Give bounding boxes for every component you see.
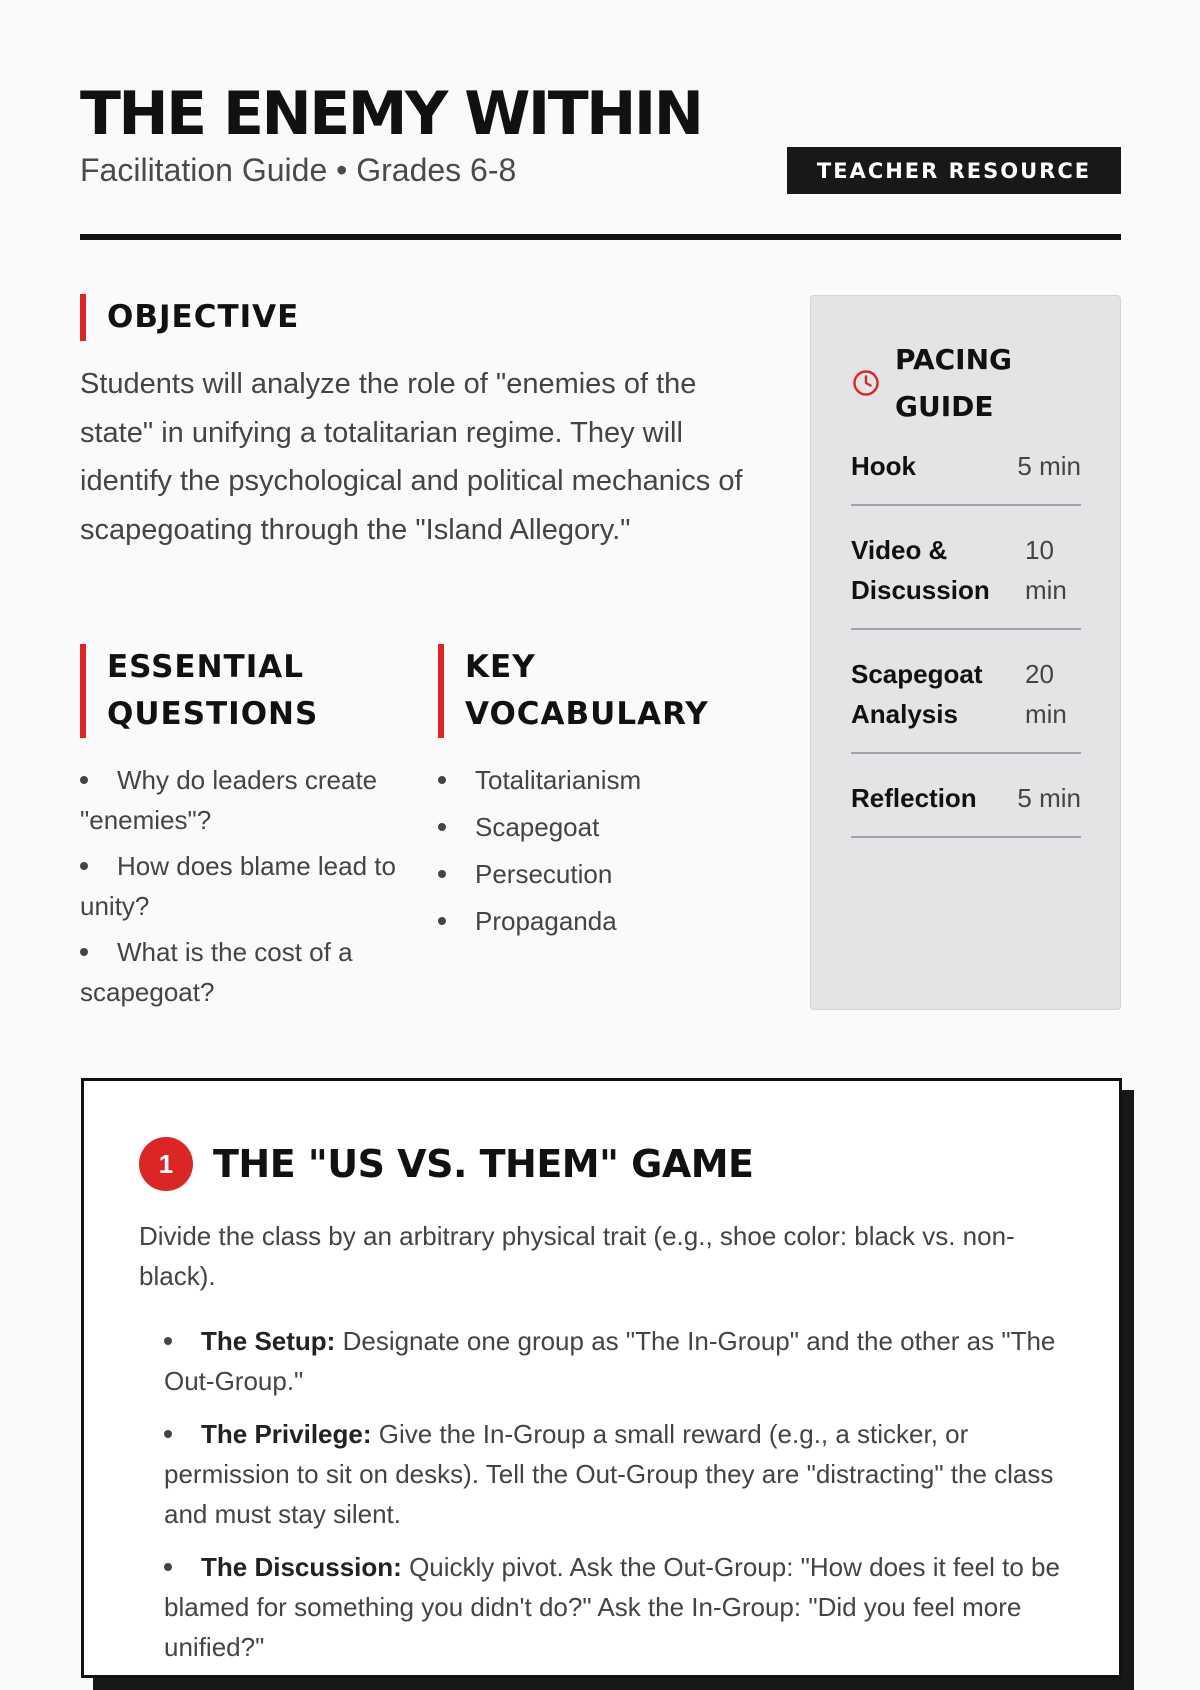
- pacing-guide-header: [851, 336, 1045, 430]
- list-item: [164, 1547, 1064, 1667]
- step-number-badge: 1: [139, 1137, 193, 1191]
- objective-heading: OBJECTIVE: [80, 294, 760, 341]
- activity-card: [81, 1078, 1122, 1678]
- list-item: [164, 1414, 1064, 1534]
- header-divider: [80, 234, 1121, 240]
- step-label: The Privilege:: [201, 1419, 372, 1449]
- essential-questions-heading: ESSENTIAL QUESTIONS: [80, 644, 410, 738]
- bullet-icon: [80, 862, 88, 870]
- step-text: Designate one group as "The In-Group" and the other as "The Out-Group.": [164, 1326, 1056, 1396]
- activity-intro: Divide the class by an arbitrary physical trait (e.g., shoe color: black vs. non-black).: [139, 1221, 1015, 1291]
- pacing-row-label: Scapegoat Analysis: [851, 659, 983, 729]
- list-item: What is the cost of a scapegoat?: [80, 937, 353, 1007]
- clock-icon: [851, 368, 881, 398]
- bullet-icon: [438, 776, 446, 784]
- essential-questions-list: [80, 760, 410, 1018]
- pacing-row-time: 5 min: [1017, 451, 1081, 481]
- bullet-icon: [438, 917, 446, 925]
- list-item: Totalitarianism: [438, 760, 768, 800]
- bullet-icon: [80, 776, 88, 784]
- pacing-row-time: 20 min: [1025, 659, 1067, 729]
- list-item: [164, 1321, 1064, 1401]
- pacing-guide-heading: PACING GUIDE: [895, 343, 1013, 423]
- step-label: The Discussion:: [201, 1552, 402, 1582]
- page-subtitle: Facilitation Guide • Grades 6-8: [80, 152, 517, 188]
- activity-header: [139, 1137, 754, 1191]
- pacing-row-time: 10 min: [1025, 535, 1067, 605]
- key-vocabulary-heading: KEY VOCABULARY: [438, 644, 768, 738]
- pacing-row-video-discussion: [851, 530, 1081, 630]
- bullet-icon: [164, 1430, 172, 1438]
- bullet-icon: [438, 823, 446, 831]
- bullet-icon: [164, 1563, 172, 1571]
- pacing-rows: [851, 446, 1081, 862]
- step-text: Give the In-Group a small reward (e.g., a sticker, or permission to sit on desks). Tell the Out-Group they are "distracting" the class and must stay silent.: [164, 1419, 1054, 1529]
- list-item: Persecution: [438, 854, 768, 894]
- activity-steps-list: [164, 1321, 1064, 1680]
- list-item: Why do leaders create "enemies"?: [80, 765, 378, 835]
- pacing-row-reflection: [851, 778, 1081, 838]
- objective-text: Students will analyze the role of "enemies of the state" in unifying a totalitarian regime. They will identify the psychological and political mechanics of scapegoating through the "Island Allegory.": [80, 368, 743, 546]
- step-text: Quickly pivot. Ask the Out-Group: "How does it feel to be blamed for something you didn't do?" Ask the In-Group: "Did you feel more unified?": [164, 1552, 1060, 1662]
- pacing-guide-panel: [810, 295, 1121, 1010]
- list-item: Propaganda: [438, 901, 768, 941]
- activity-title: THE "US VS. THEM" GAME: [213, 1142, 754, 1186]
- step-label: The Setup:: [201, 1326, 336, 1356]
- bullet-icon: [80, 948, 88, 956]
- pacing-row-hook: [851, 446, 1081, 506]
- pacing-row-label: Hook: [851, 451, 916, 481]
- key-vocabulary-list: [438, 760, 768, 948]
- pacing-row-scapegoat-analysis: [851, 654, 1081, 754]
- pacing-row-time: 5 min: [1017, 783, 1081, 813]
- teacher-resource-badge: TEACHER RESOURCE: [787, 147, 1121, 194]
- list-item: How does blame lead to unity?: [80, 851, 396, 921]
- bullet-icon: [438, 870, 446, 878]
- pacing-row-label: Video & Discussion: [851, 535, 990, 605]
- pacing-row-label: Reflection: [851, 783, 977, 813]
- bullet-icon: [164, 1337, 172, 1345]
- page-title: THE ENEMY WITHIN: [80, 79, 702, 149]
- list-item: Scapegoat: [438, 807, 768, 847]
